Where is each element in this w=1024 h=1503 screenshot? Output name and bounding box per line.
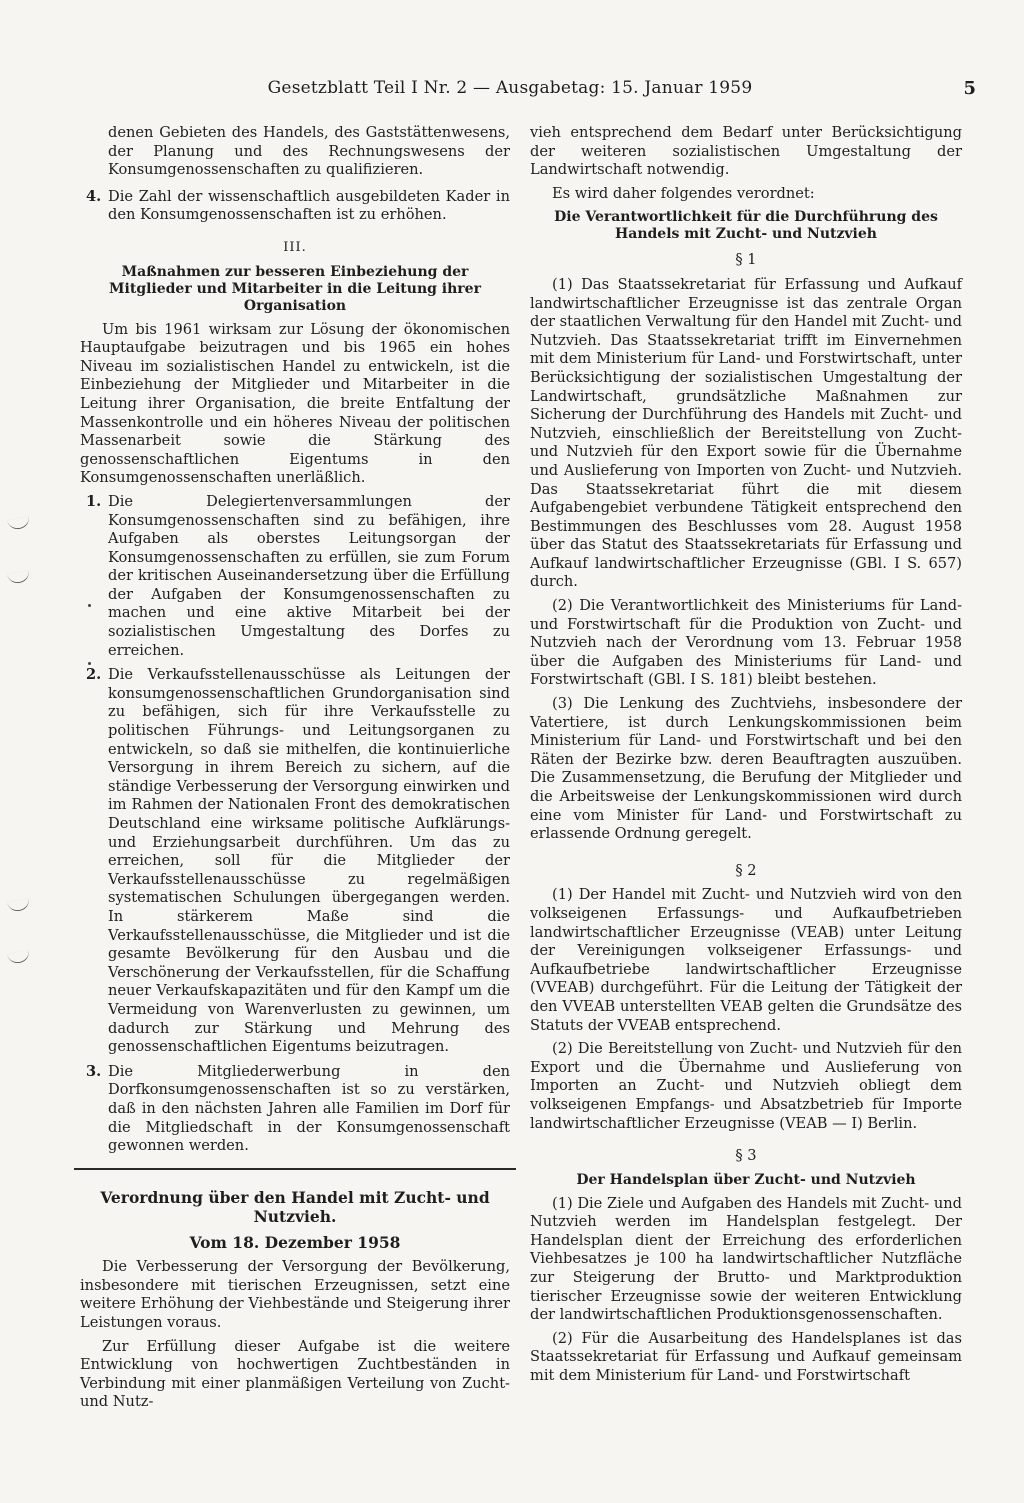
paragraph: (2) Für die Ausarbeitung des Handelsplanes ist das Staatssekretariat für Erfassung und Aufkauf gemeinsam mit dem Ministerium für Land- und Forstwirtschaft	[530, 1329, 962, 1385]
section-intro: Um bis 1961 wirksam zur Lösung der ökonomischen Hauptaufgabe beizutragen und bis 1965 ein hohes Niveau im sozialistischen Handel zu entwickeln, ist die Einbeziehung der Mitglieder und Mitarbeiter in die Leitung ihrer Organisation, die breite Entfaltung der Massenkontrolle und ein höheres Niveau der politischen Massenarbeit sowie die Stärkung des genossenschaftlichen Eigentums in den Konsumgenossenschaften unerläßlich.	[80, 320, 510, 487]
list-item	[80, 666, 510, 1056]
running-title: Gesetzblatt Teil I Nr. 2 — Ausgabetag: 15. Januar 1959	[267, 78, 753, 98]
item-number: 4.	[86, 187, 102, 205]
section-number: III.	[283, 239, 307, 255]
list-item	[80, 1063, 510, 1156]
margin-mark	[7, 570, 31, 585]
right-column	[530, 124, 962, 1391]
item-text: Die Verkaufsstellenausschüsse als Leitungen der konsumgenossenschaftlichen Grundorganisation sind zu befähigen, sich für ihre Verkaufsstelle zu politischen Führungs- und Leitungsorganen zu entwickeln, so daß sie mithelfen, die kontinuierliche Versorgung in ihrem Bereich zu sichern, auf die ständige Verbesserung der Versorgung einwirken und im Rahmen der Nationalen Front des demokratischen Deutschland eine wirksame politische Aufklärungs- und Erziehungsarbeit durchführen. Um das zu erreichen, soll für die Mitglieder der Verkaufsstellenausschüsse zu regelmäßigen systematischen Schulungen übergegangen werden. In stärkerem Maße sind die Verkaufsstellenausschüsse, die Mitglieder und ist die gesamte Bevölkerung für den Ausbau und die Verschönerung der Verkaufsstellen, für die Schaffung neuer Verkaufskapazitäten und für den Kampf um die Vermeidung von Warenverlusten zu gewinnen, um dadurch zur Stärkung und Mehrung des genossenschaftlichen Eigentums beizutragen.	[108, 666, 510, 1056]
list-item	[80, 493, 510, 660]
margin-mark	[7, 898, 31, 913]
list-item	[80, 188, 510, 225]
section-divider	[74, 1168, 516, 1170]
paragraph-label: § 3	[735, 1147, 757, 1165]
ordinance-date: Vom 18. Dezember 1958	[189, 1232, 401, 1252]
paragraph: (2) Die Bereitstellung von Zucht- und Nutzvieh für den Export und die Übernahme und Auslieferung von Importen an Zucht- und Nutzvieh obliegt dem volkseigenen Empfangs- und Absatzbetrieb für Importe landwirtschaftlicher Erzeugnisse (VEAB — I) Berlin.	[530, 1040, 962, 1132]
left-column	[80, 124, 510, 1417]
ordinance-paragraph: Zur Erfüllung dieser Aufgabe ist die weitere Entwicklung von hochwertigen Zuchtbeständen in Verbindung mit einer planmäßigen Verteilung von Zucht- und Nutz-	[80, 1337, 510, 1411]
margin-mark	[7, 516, 31, 531]
paragraph: (1) Die Ziele und Aufgaben des Handels mit Zucht- und Nutzvieh werden im Handelsplan festgelegt. Der Handelsplan dient der Erreichung des erforderlichen Viehbesatzes je 100 ha landwirtschaftlicher Nutzfläche zur Steigerung der Brutto- und Marktproduktion tierischer Erzeugnisse sowie der weiteren Entwicklung der landwirtschaftlichen Produktionsgenossenschaften.	[530, 1194, 962, 1324]
paragraph-label: § 1	[735, 251, 757, 269]
paragraph-continuation: vieh entsprechend dem Bedarf unter Berücksichtigung der weiteren sozialistischen Umgestaltung der Landwirtschaft notwendig.	[530, 124, 962, 179]
item-number: 1.	[86, 492, 102, 510]
paragraph: (1) Der Handel mit Zucht- und Nutzvieh wird von den volkseigenen Erfassungs- und Aufkaufbetrieben landwirtschaftlicher Erzeugnisse (VEAB) unter Leitung der Vereinigungen volkseigener Erfassungs- und Aufkaufbetriebe landwirtschaftlicher Erzeugnisse (VVEAB) durchgeführt. Für die Leitung der Tätigkeit der den VVEAB unterstellten VEAB gelten die Grundsätze des Statuts der VVEAB entsprechend.	[530, 886, 962, 1034]
item-continuation: denen Gebieten des Handels, des Gaststättenwesens, der Planung und des Rechnungswesens der Konsumgenossenschaften zu qualifizieren.	[108, 124, 510, 179]
page-header	[0, 78, 1024, 108]
item-text: Die Zahl der wissenschaftlich ausgebildeten Kader in den Konsumgenossenschaften ist zu erhöhen.	[108, 187, 510, 224]
section-heading: Maßnahmen zur besseren Einbeziehung der Mitglieder und Mitarbeiter in die Leitung ihrer Organisation	[109, 263, 481, 314]
paragraph-label: § 2	[735, 861, 757, 879]
paragraph: (2) Die Verantwortlichkeit des Ministeriums für Land- und Forstwirtschaft für die Produktion von Zucht- und Nutzvieh nach der Verordnung vom 13. Februar 1958 über die Aufgaben des Ministeriums für Land- und Forstwirtschaft (GBl. I S. 181) bleibt bestehen.	[530, 597, 962, 689]
ordinance-title: Verordnung über den Handel mit Zucht- und Nutzvieh.	[100, 1187, 490, 1226]
paragraph: (1) Das Staatssekretariat für Erfassung und Aufkauf landwirtschaftlicher Erzeugnisse ist das zentrale Organ der staatlichen Verwaltung für den Handel mit Zucht- und Nutzvieh. Das Staatssekretariat trifft im Einvernehmen mit dem Ministerium für Land- und Forstwirtschaft, unter Berücksichtigung der sozialistischen Umgestaltung der Landwirtschaft, grundsätzliche Maßnahmen zur Sicherung der Durchführung des Handels mit Zucht- und Nutzvieh, einschließlich der Bereitstellung von Zucht- und Nutzvieh für den Export sowie für die Übernahme und Auslieferung von Importen von Zucht- und Nutzvieh. Das Staatssekretariat führt die mit diesem Aufgabengebiet verbundene Tätigkeit entsprechend den Bestimmungen des Beschlusses vom 28. August 1958 über das Statut des Staatssekretariats für Erfassung und Aufkauf landwirtschaftlicher Erzeugnisse (GBl. I S. 657) durch.	[530, 275, 962, 591]
decree-line: Es wird daher folgendes verordnet:	[552, 184, 815, 202]
section-heading: Der Handelsplan über Zucht- und Nutzvieh	[576, 1171, 916, 1188]
page-number: 5	[963, 78, 976, 99]
ordinance-paragraph: Die Verbesserung der Versorgung der Bevölkerung, insbesondere mit tierischen Erzeugnissen, setzt eine weitere Erhöhung der Viehbestände und Steigerung ihrer Leistungen voraus.	[80, 1258, 510, 1332]
margin-mark	[7, 950, 31, 965]
section-heading: Die Verantwortlichkeit für die Durchführung des Handels mit Zucht- und Nutzvieh	[554, 209, 938, 243]
item-number: 2.	[86, 666, 102, 684]
paragraph: (3) Die Lenkung des Zuchtviehs, insbesondere der Vatertiere, ist durch Lenkungskommissionen beim Ministerium für Land- und Forstwirtschaft und bei den Räten der Bezirke bzw. deren Beauftragten auszuüben. Die Zusammensetzung, die Berufung der Mitglieder und die Arbeitsweise der Lenkungskommissionen wird durch eine vom Minister für Land- und Forstwirtschaft zu erlassende Ordnung geregelt.	[530, 695, 962, 843]
item-text: Die Mitgliederwerbung in den Dorfkonsumgenossenschaften ist so zu verstärken, daß in den nächsten Jahren alle Familien im Dorf für die Mitgliedschaft in der Konsumgenossenschaft gewonnen werden.	[108, 1062, 510, 1155]
item-text: Die Delegiertenversammlungen der Konsumgenossenschaften sind zu befähigen, ihre Aufgaben als oberstes Leitungsorgan der Konsumgenossenschaften zu erfüllen, sie zum Forum der kritischen Auseinandersetzung über die Erfüllung der Aufgaben der Konsumgenossenschaften zu machen und eine aktive Mitarbeit bei der sozialistischen Umgestaltung des Dorfes zu erreichen.	[108, 492, 510, 659]
item-number: 3.	[86, 1062, 102, 1080]
